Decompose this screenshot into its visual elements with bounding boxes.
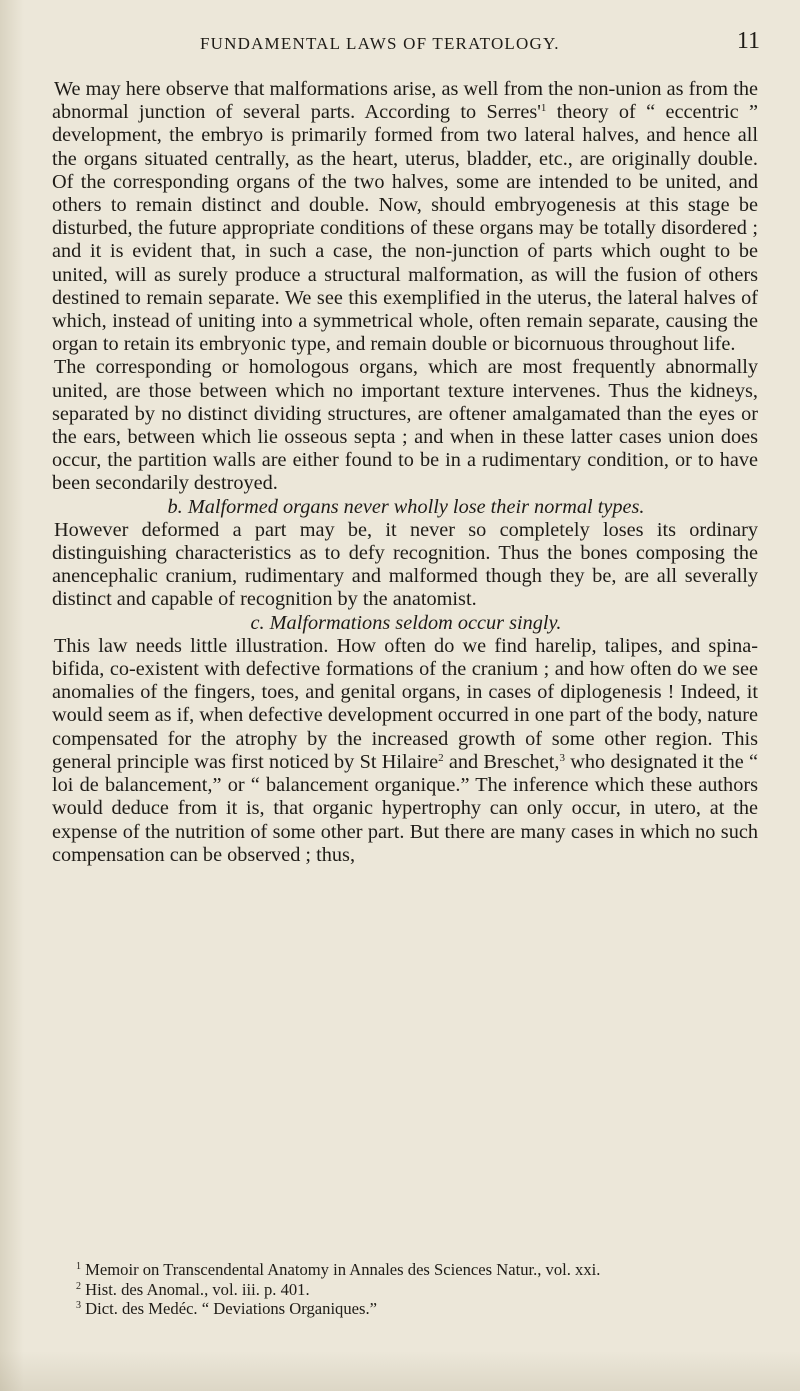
page-header [60, 28, 760, 64]
footnote-text: Hist. des Anomal., vol. iii. p. 401. [81, 1279, 310, 1299]
footnotes [60, 1260, 756, 1319]
body-text [52, 78, 758, 867]
paragraph-text: We may here observe that malformations arise, as well from the non-union as from the abnormal junction of several parts. According to Serres' [52, 78, 758, 124]
paragraph-text: This law needs little illustration. How often do we find harelip, talipes, and spina-bifida, co-existent with defective formations of the cranium ; and how often do we see anomalies of the fingers, toes, and genital organs, in cases of diplogenesis ! Indeed, it would seem as if, when defective development occurred in one part of the body, nature compensated for the atrophy by the increased growth of some other region. This general principle was first noticed by St Hilaire [52, 634, 758, 773]
footnote-mark: 2 [76, 1280, 81, 1292]
footnote-text: Dict. des Medéc. “ Deviations Organiques.” [81, 1299, 377, 1318]
paragraph: The corresponding or homologous organs, which are most frequently abnormally united, are those between which no important texture intervenes. Thus the kidneys, separated by no distinct dividing structures, are oftener amalgamated than the eyes or the ears, between which lie osseous septa ; and when in these latter cases union does occur, the partition walls are either found to be in a rudimentary condition, or to have been secondarily destroyed. [52, 356, 758, 495]
paragraph: However deformed a part may be, it never so completely loses its ordinary distinguishing characteristics as to defy recognition. Thus the bones composing the anencephalic cranium, rudimentary and malformed though they be, are all severally distinct and capable of recognition by the anatomist. [52, 518, 758, 611]
footnote-ref: 1 [540, 102, 547, 115]
paragraph-text: who designated it the “ loi de balancement,” or “ balancement organique.” The inference which these authors would deduce from it is, that organic hypertrophy can only occur, in utero, at the expense of the nutrition of some other part. But there are many cases in which no such compensation can be observed ; thus, [52, 750, 758, 866]
footnote-text: Memoir on Transcendental Anatomy in Annales des Sciences Natur., vol. xxi. [81, 1260, 601, 1279]
paragraph-text: theory of “ eccentric ” development, the embryo is primarily formed from two lateral halves, and hence all the organs situated centrally, as the heart, uterus, bladder, etc., are originally double. Of the corresponding organs of the two halves, some are intended to be united, and others to remain distinct and double. Now, should embryogenesis at this stage be disturbed, the future appropriate conditions of these organs may be totally disordered ; and it is evident that, in such a case, the non-junction of parts which ought to be united, will as surely produce a structural malformation, as will the fusion of others destined to remain separate. We see this exemplified in the uterus, the lateral halves of which, instead of uniting into a symmetrical whole, often remain separate, causing the organ to retain its embryonic type, and remain double or bicornuous throughout life. [52, 101, 758, 356]
page-bottom-shadow [0, 1351, 800, 1391]
paragraph [52, 635, 758, 867]
footnote-mark: 3 [76, 1300, 81, 1311]
paragraph-text: and Breschet, [443, 750, 560, 773]
page-gutter-shadow [0, 0, 24, 1391]
section-heading: b. Malformed organs never wholly lose their normal types. [167, 495, 645, 518]
footnote-mark: 1 [76, 1261, 81, 1272]
footnote [60, 1299, 756, 1319]
footnote [60, 1280, 756, 1300]
footnote-ref: 2 [438, 751, 444, 764]
footnote [60, 1260, 756, 1280]
paragraph [52, 78, 758, 356]
page-number: 11 [736, 28, 760, 54]
footnote-ref: 3 [559, 751, 565, 764]
section-heading: c. Malformations seldom occur singly. [250, 611, 562, 634]
running-head: FUNDAMENTAL LAWS OF TERATOLOGY. [200, 34, 560, 53]
